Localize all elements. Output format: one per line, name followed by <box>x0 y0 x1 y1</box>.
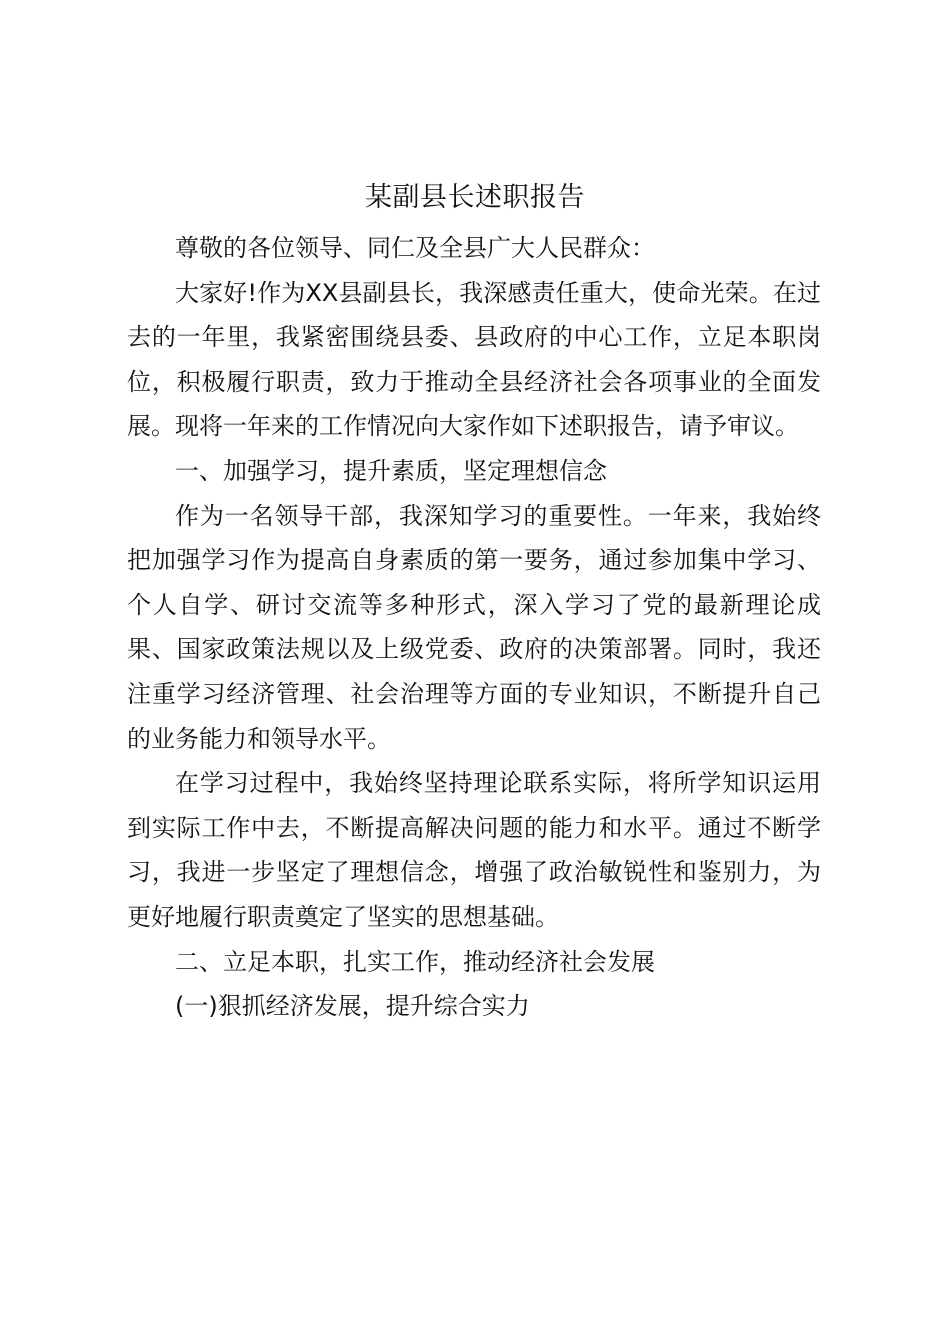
document-body <box>127 226 821 1029</box>
section-heading-1: 一、加强学习，提升素质，坚定理想信念 <box>175 456 607 485</box>
subsection-heading-1: (一)狠抓经济发展，提升综合实力 <box>175 992 530 1021</box>
section-heading-2: 二、立足本职，扎实工作，推动经济社会发展 <box>175 947 655 976</box>
body-paragraph: 作为一名领导干部，我深知学习的重要性。一年来，我始终把加强学习作为提高自身素质的第一要务，通过参加集中学习、个人自学、研讨交流等多种形式，深入学习了党的最新理论成果、国家政策法规以及上级党委、政府的决策部署。同时，我还注重学习经济管理、社会治理等方面的专业知识，不断提升自己的业务能力和领导水平。 <box>127 501 821 753</box>
document-title: 某副县长述职报告 <box>365 182 585 213</box>
intro-paragraph: 大家好!作为XX县副县长，我深感责任重大，使命光荣。在过去的一年里，我紧密围绕县委、县政府的中心工作，立足本职岗位，积极履行职责，致力于推动全县经济社会各项事业的全面发展。现将一年来的工作情况向大家作如下述职报告，请予审议。 <box>127 278 821 441</box>
salutation: 尊敬的各位领导、同仁及全县广大人民群众： <box>175 234 655 262</box>
body-paragraph: 在学习过程中，我始终坚持理论联系实际，将所学知识运用到实际工作中去，不断提高解决问题的能力和水平。通过不断学习，我进一步坚定了理想信念，增强了政治敏锐性和鉴别力，为更好地履行职责奠定了坚实的思想基础。 <box>127 769 821 931</box>
